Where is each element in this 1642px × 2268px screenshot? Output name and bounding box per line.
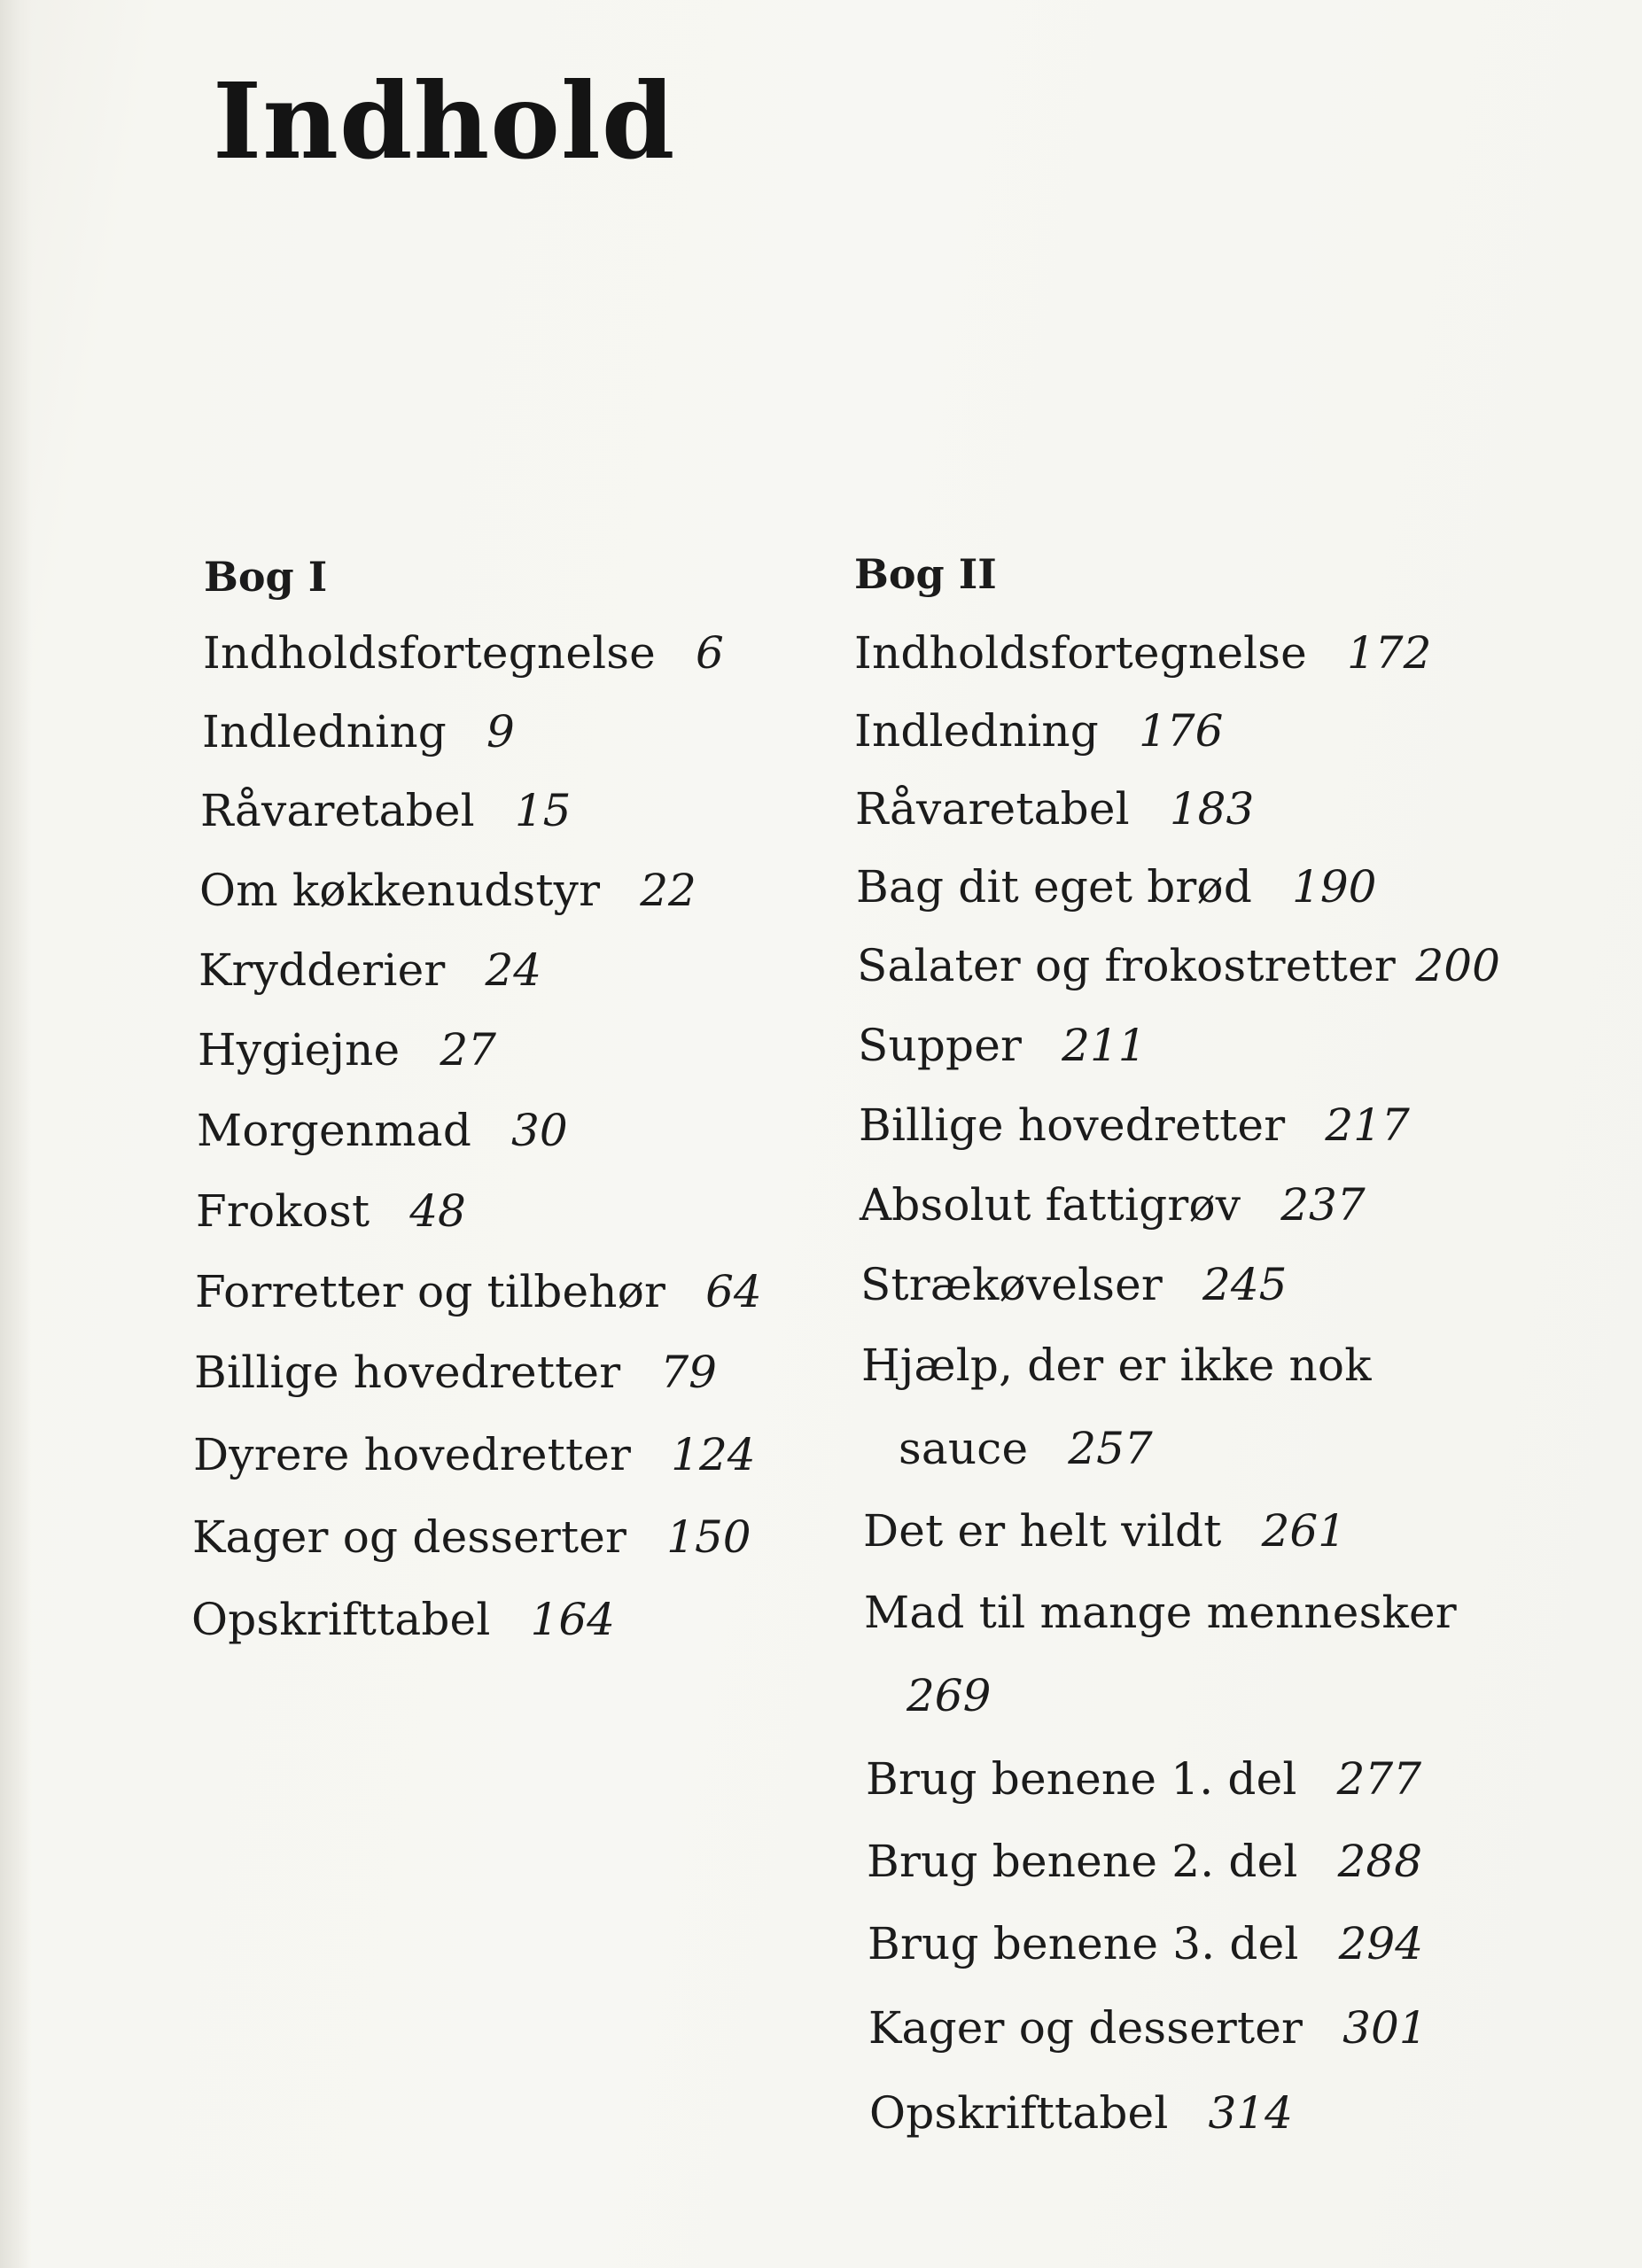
toc-entry-page: 24 — [485, 944, 542, 996]
toc-entry-page: 124 — [671, 1429, 756, 1480]
toc-entry[interactable] — [198, 1024, 496, 1076]
toc-entry[interactable] — [195, 1266, 762, 1317]
toc-entry-title: Indledning — [854, 705, 1099, 757]
toc-entry-title: Strækøvelser — [860, 1259, 1163, 1310]
toc-entry[interactable] — [191, 1594, 615, 1645]
toc-entry-page: 217 — [1325, 1099, 1410, 1151]
toc-entry[interactable] — [194, 1347, 717, 1398]
toc-entry[interactable] — [866, 1753, 1422, 1805]
toc-entry[interactable] — [196, 1185, 466, 1237]
toc-entry-continuation — [864, 1670, 1457, 1721]
toc-entry-page: 200 — [1415, 940, 1500, 991]
toc-entry-page: 176 — [1138, 705, 1224, 757]
toc-entry-title: Brug benene 3. del — [868, 1918, 1299, 1969]
toc-entry[interactable] — [860, 1259, 1288, 1310]
toc-entry-title: Råvaretabel — [200, 785, 475, 836]
toc-entry-title: Brug benene 2. del — [867, 1836, 1298, 1887]
toc-entry-title: Krydderier — [198, 944, 446, 996]
toc-entry-title: Supper — [858, 1020, 1023, 1071]
toc-entry-title: Indholdsfortegnelse — [203, 627, 656, 679]
book-2-heading: Bog II — [854, 550, 997, 598]
toc-entry[interactable] — [856, 861, 1377, 913]
toc-entry[interactable] — [203, 627, 724, 679]
toc-entry[interactable] — [202, 706, 515, 757]
page-edge-shadow — [0, 0, 32, 2268]
toc-entry-title: Bag dit eget brød — [856, 861, 1253, 913]
toc-entry-page: 294 — [1338, 1918, 1424, 1969]
toc-entry-page: 15 — [514, 785, 572, 836]
toc-entry-title: Dyrere hovedretter — [193, 1429, 632, 1480]
toc-entry-page: 314 — [1208, 2087, 1293, 2139]
toc-entry-page: 277 — [1336, 1753, 1422, 1805]
toc-entry[interactable] — [200, 785, 572, 836]
toc-entry[interactable] — [868, 1918, 1424, 1969]
toc-entry-page: 183 — [1169, 783, 1255, 835]
toc-entry[interactable] — [860, 1179, 1366, 1231]
toc-entry-title: Råvaretabel — [855, 783, 1130, 835]
toc-entry-page: 6 — [695, 627, 724, 679]
toc-entry-title: Indholdsfortegnelse — [854, 627, 1307, 679]
toc-entry[interactable] — [197, 1105, 568, 1156]
toc-entry[interactable] — [854, 705, 1224, 757]
toc-entry[interactable] — [857, 940, 1500, 991]
toc-entry-page: 257 — [1068, 1423, 1153, 1474]
toc-entry-title: Om køkkenudstyr — [199, 865, 601, 916]
toc-entry-title: Morgenmad — [197, 1105, 472, 1156]
toc-entry-page: 79 — [660, 1347, 717, 1398]
toc-entry[interactable] — [859, 1099, 1410, 1151]
toc-entry-title: Mad til mange mennesker — [864, 1587, 1457, 1638]
toc-entry-continuation — [861, 1423, 1372, 1474]
toc-entry-title: Frokost — [196, 1185, 370, 1237]
toc-entry[interactable] — [854, 627, 1432, 679]
toc-entry[interactable] — [861, 1340, 1372, 1474]
toc-entry-title-continued: sauce — [899, 1423, 1029, 1474]
toc-entry[interactable] — [198, 944, 542, 996]
toc-entry-page: 164 — [530, 1594, 615, 1645]
toc-entry[interactable] — [192, 1511, 751, 1563]
toc-entry-page: 172 — [1346, 627, 1432, 679]
toc-entry[interactable] — [869, 2087, 1293, 2139]
toc-entry-title: Forretter og tilbehør — [195, 1266, 666, 1317]
toc-entry-title: Kager og desserter — [192, 1511, 627, 1563]
book-1-heading: Bog I — [204, 553, 328, 601]
toc-entry-title: Kager og desserter — [868, 2002, 1303, 2054]
toc-entry[interactable] — [863, 1505, 1346, 1557]
toc-entry-title: Hjælp, der er ikke nok — [861, 1340, 1372, 1391]
toc-entry-page: 245 — [1202, 1259, 1288, 1310]
toc-entry-title: Hygiejne — [198, 1024, 401, 1076]
toc-entry-page: 9 — [486, 706, 515, 757]
page-title: Indhold — [213, 59, 676, 183]
toc-entry-page: 269 — [907, 1670, 992, 1721]
toc-entry-page: 30 — [511, 1105, 568, 1156]
toc-entry-page: 22 — [640, 865, 696, 916]
toc-entry-title: Brug benene 1. del — [866, 1753, 1297, 1805]
toc-entry-page: 237 — [1280, 1179, 1366, 1231]
toc-entry-page: 211 — [1062, 1020, 1147, 1071]
toc-entry-title: Opskrifttabel — [869, 2087, 1169, 2139]
toc-entry-page: 64 — [705, 1266, 762, 1317]
toc-entry-title: Billige hovedretter — [194, 1347, 621, 1398]
toc-entry-title: Opskrifttabel — [191, 1594, 491, 1645]
toc-entry-page: 150 — [666, 1511, 751, 1563]
toc-entry-page: 190 — [1292, 861, 1377, 913]
toc-entry-title: Salater og frokostretter — [857, 940, 1396, 991]
toc-entry[interactable] — [864, 1587, 1457, 1721]
toc-entry-title: Billige hovedretter — [859, 1099, 1286, 1151]
toc-entry[interactable] — [855, 783, 1255, 835]
toc-entry-title: Det er helt vildt — [863, 1505, 1222, 1557]
toc-entry[interactable] — [867, 1836, 1423, 1887]
toc-entry[interactable] — [868, 2002, 1428, 2054]
toc-entry-page: 288 — [1337, 1836, 1423, 1887]
toc-entry-title: Indledning — [202, 706, 447, 757]
toc-entry[interactable] — [858, 1020, 1147, 1071]
toc-entry[interactable] — [199, 865, 696, 916]
toc-entry-page: 27 — [440, 1024, 496, 1076]
toc-entry-page: 48 — [409, 1185, 466, 1237]
toc-entry-title: Absolut fattigrøv — [860, 1179, 1241, 1231]
toc-entry[interactable] — [193, 1429, 756, 1480]
toc-entry-page: 261 — [1261, 1505, 1346, 1557]
toc-entry-page: 301 — [1342, 2002, 1428, 2054]
